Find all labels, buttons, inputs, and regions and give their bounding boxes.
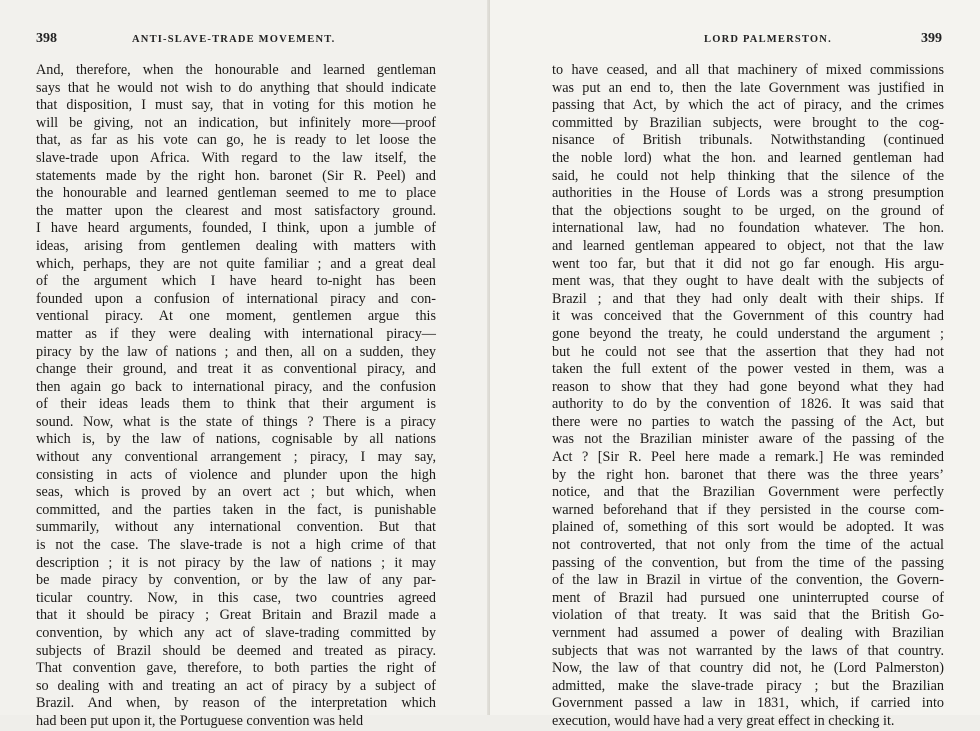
text-line: was not the Brazilian minister aware of the passing of the [552, 431, 944, 448]
text-line: that, as far as his vote can go, he is ready to let loose the [36, 132, 436, 149]
text-line: consisting in acts of violence and plunder upon the high [36, 466, 436, 483]
text-line: nisance of British tribunals. Notwithstanding (continued [552, 132, 944, 149]
text-line: That convention gave, therefore, to both parties the right of [36, 660, 436, 677]
text-line: went too far, but that it did not go far enough. His argu- [552, 255, 944, 272]
text-line: change their ground, and treat it as conventional piracy, and [36, 361, 436, 378]
text-line: ventional piracy. At one moment, gentlemen argue this [36, 308, 436, 325]
text-line: of the law in Brazil in virtue of the convention, the Govern- [552, 572, 944, 589]
text-line: that the objections sought to be urged, on the ground of [552, 202, 944, 219]
right-running-title: LORD PALMERSTON. [704, 34, 832, 45]
text-line: so dealing with and treating an act of piracy by a subject of [36, 677, 436, 694]
left-page-number: 398 [36, 31, 57, 46]
text-line: that it should be piracy ; Great Britain and Brazil made a [36, 607, 436, 624]
text-line: plained of, something of this sort would be adopted. It was [552, 519, 944, 536]
right-page [490, 0, 980, 729]
text-line: be made piracy by convention, or by the law of any par- [36, 572, 436, 589]
text-line: says that he would not wish to do anything that should indicate [36, 79, 436, 96]
text-line: seas, which is proved by an overt act ; but which, when [36, 484, 436, 501]
text-line: international law, had no foundation whatever. The hon. [552, 220, 944, 237]
text-line: warned beforehand that if they persisted in the course com- [552, 501, 944, 518]
text-line: but he could not see that the assertion that they had not [552, 343, 944, 360]
text-line: ideas, arising from gentlemen dealing with matters with [36, 237, 436, 254]
text-line: the matter upon the clearest and most satisfactory ground. [36, 202, 436, 219]
text-line: founded upon a confusion of international piracy and con- [36, 290, 436, 307]
right-body-text [552, 62, 944, 731]
text-line: authority to do by the convention of 1826. It was said that [552, 396, 944, 413]
text-line: had been put upon it, the Portuguese convention was held [36, 712, 364, 729]
text-line: violation of that treaty. It was said that the British Go- [552, 607, 944, 624]
text-line: not controverted, that not only from the time of the actual [552, 537, 944, 554]
text-line: statements made by the right hon. baronet (Sir R. Peel) and [36, 167, 436, 184]
text-line: by the right hon. baronet that there was the three years’ [552, 466, 944, 483]
text-line: will be giving, not an indication, but infinitely more—proof [36, 114, 436, 131]
text-line: passing of the convention, but from the time of the passing [552, 554, 944, 571]
text-line: it was conceived that the Government of this country had [552, 308, 944, 325]
text-line: is not the case. The slave-trade is not a high crime of that [36, 537, 436, 554]
text-line: Act ? [Sir R. Peel here made a remark.] He was reminded [552, 449, 944, 466]
text-line: reason to show that they had gone beyond what they had [552, 378, 944, 395]
left-body-text [36, 62, 436, 731]
text-line: of their ideas leads them to think that their argument is [36, 396, 436, 413]
text-line: I have heard arguments, founded, I think, upon a jumble of [36, 220, 436, 237]
text-line: sound. Now, what is the state of things ? There is a piracy [36, 413, 436, 430]
text-line: without any conventional arrangement ; piracy, I may say, [36, 449, 436, 466]
text-line: authorities in the House of Lords was a strong presumption [552, 185, 944, 202]
text-line: vernment had assumed a power of dealing with Brazilian [552, 625, 944, 641]
left-running-title: ANTI-SLAVE-TRADE MOVEMENT. [132, 34, 336, 45]
text-line: ment was, that they ought to have dealt with the subjects of [552, 273, 944, 290]
text-line: convention, by which any act of slave-trading committed by [36, 625, 436, 641]
text-line: slave-trade upon Africa. With regard to the law itself, the [36, 149, 436, 166]
text-line: ment of Brazil had pursued one uninterrupted course of [552, 589, 944, 606]
text-line: description ; it is not piracy by the law of nations ; it may [36, 554, 436, 571]
text-line: committed by Brazilian subjects, were brought to the cog- [552, 114, 944, 131]
right-page-number: 399 [921, 31, 942, 46]
left-running-head [36, 31, 436, 54]
text-line: ticular country. Now, in this case, two countries agreed [36, 589, 436, 606]
text-line: was put an end to, then the late Government was justified in [552, 79, 944, 96]
right-running-head [552, 31, 942, 54]
text-line: taken the full extent of the power vested in them, was a [552, 361, 944, 378]
text-line: gone beyond the treaty, he could understand the argument ; [552, 325, 944, 342]
text-line: then again go back to international piracy, and the confusion [36, 378, 436, 395]
text-line: admitted, make the slave-trade piracy ; but the Brazilian [552, 677, 944, 694]
text-line: subjects that was not warranted by the laws of that country. [552, 642, 944, 659]
text-line: committed, and the parties taken in the fact, is punishable [36, 501, 436, 518]
text-line: Brazil ; and that they had only dealt with their ships. If [552, 290, 944, 307]
text-line: Government passed a law in 1831, which, if carried into [552, 695, 944, 712]
text-line: to have ceased, and all that machinery of mixed commissions [552, 62, 944, 78]
text-line: which is, by the law of nations, cognisable by all nations [36, 431, 436, 448]
text-line: the noble lord) what the hon. and learned gentleman had [552, 149, 944, 166]
text-line: execution, would have had a very great effect in checking it. [552, 712, 895, 729]
text-line: and learned gentleman appeared to object, not that the law [552, 237, 944, 254]
text-line: piracy by the law of nations ; and then, all on a sudden, they [36, 343, 436, 360]
text-line: that disposition, I must say, that in voting for this motion he [36, 97, 436, 114]
text-line: notice, and that the Brazilian Government were perfectly [552, 484, 944, 501]
left-page [0, 0, 490, 729]
text-line: there were no parties to watch the passing of the Act, but [552, 413, 944, 430]
text-line: And, therefore, when the honourable and learned gentleman [36, 62, 436, 78]
text-line: which, perhaps, they are not quite familiar ; and a great deal [36, 255, 436, 272]
text-line: summarily, without any international convention. But that [36, 519, 436, 536]
text-line: Now, the law of that country did not, he (Lord Palmerston) [552, 660, 944, 677]
text-line: subjects of Brazil should be deemed and treated as piracy. [36, 642, 436, 659]
text-line: the honourable and learned gentleman seemed to me to place [36, 185, 436, 202]
text-line: passing that Act, by which the act of piracy, and the crimes [552, 97, 944, 114]
text-line: of the argument which I have heard to-night has been [36, 273, 436, 290]
text-line: Brazil. And when, by reason of the interpretation which [36, 695, 436, 712]
text-line: said, he could not help thinking that the silence of the [552, 167, 944, 184]
text-line: matter as if they were dealing with international piracy— [36, 325, 436, 342]
